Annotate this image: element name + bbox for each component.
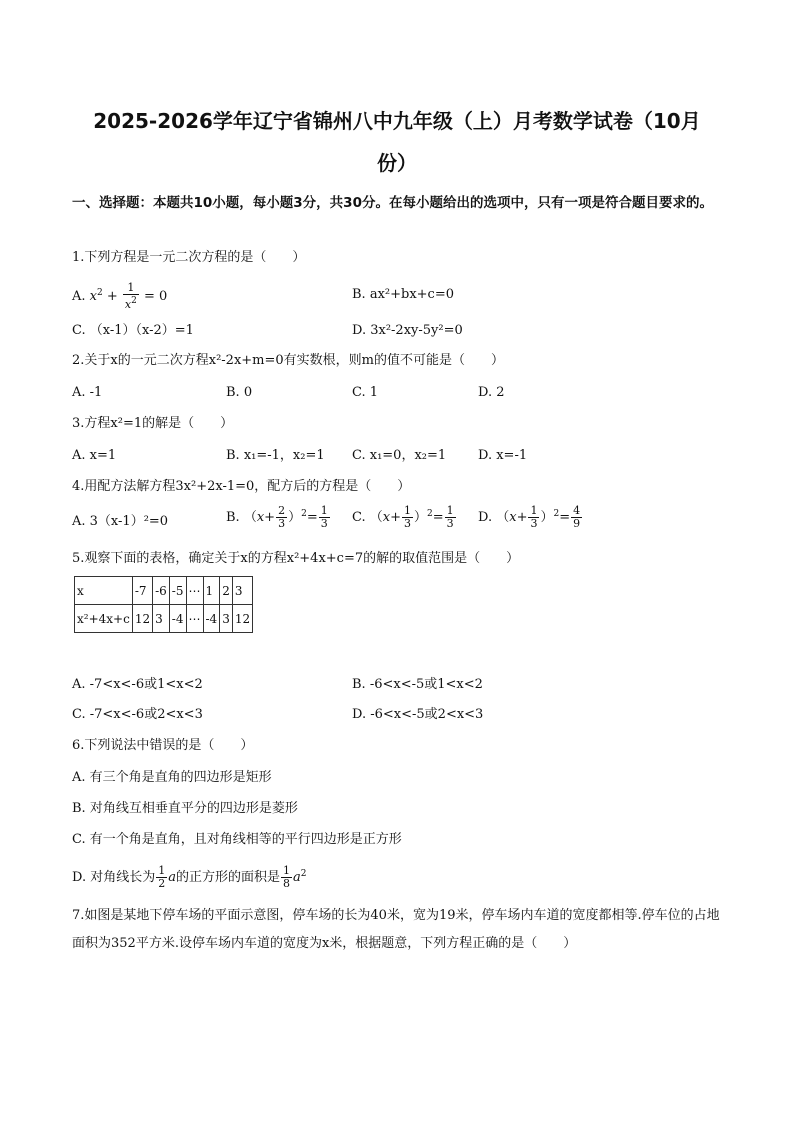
question-3-option-c: C. x₁=0，x₂=1 (352, 448, 447, 463)
exam-title (60, 100, 734, 184)
table-cell: x²+4x+c (75, 605, 133, 633)
question-1-stem: 1.下列方程是一元二次方程的是（ ） (72, 250, 306, 265)
question-3-stem: 3.方程x²=1的解是（ ） (72, 416, 234, 431)
option-a-label: A. (72, 289, 86, 304)
table-row (75, 577, 253, 605)
table-cell: 12 (232, 605, 252, 633)
option-d-text-1: D. 对角线长为 (72, 870, 156, 885)
question-5-option-c: C. -7<x<-6或2<x<3 (72, 707, 203, 722)
question-2-stem: 2.关于x的一元二次方程x²-2x+m=0有实数根，则m的值不可能是（ ） (72, 353, 504, 368)
question-2-option-c: C. 1 (352, 385, 379, 400)
table-cell: -6 (153, 577, 170, 605)
option-a-formula: $x^2$ + $\frac{1}{x^2}$ = 0 (89, 281, 168, 311)
question-4-option-b: B. （x+ $\frac{2}{3}$ ）$^2$= $\frac{1}{3}$ (226, 504, 328, 530)
table-cell: x (75, 577, 133, 605)
table-cell: 3 (220, 605, 233, 633)
table-cell: -7 (132, 577, 152, 605)
title-line-2: 份） (377, 151, 417, 175)
question-1-option-a (72, 282, 167, 311)
question-3-option-b: B. x₁=-1，x₂=1 (226, 448, 325, 463)
table-row (75, 605, 253, 633)
table-cell: -5 (169, 577, 186, 605)
question-2-option-a: A. -1 (72, 385, 103, 400)
question-4-option-d: D. （x+ $\frac{1}{3}$ ）$^2$= $\frac{4}{9}$ (478, 504, 581, 530)
question-2-option-b: B. 0 (226, 385, 253, 400)
question-4-option-c: C. （x+ $\frac{1}{3}$ ）$^2$= $\frac{1}{3}$ (352, 504, 454, 530)
question-4-option-a: A. 3（x-1）²=0 (72, 514, 169, 529)
table-cell: 2 (220, 577, 233, 605)
question-4-stem: 4.用配方法解方程3x²+2x-1=0，配方后的方程是（ ） (72, 479, 411, 494)
question-3-option-d: D. x=-1 (478, 448, 528, 463)
table-cell: ⋯ (186, 605, 203, 633)
table-cell: 1 (203, 577, 220, 605)
table-cell: -4 (169, 605, 186, 633)
title-line-1: 2025-2026学年辽宁省锦州八中九年级（上）月考数学试卷（10月 (93, 109, 701, 133)
question-5-option-a: A. -7<x<-6或1<x<2 (72, 677, 203, 692)
question-1-option-c: C. （x-1）（x-2）=1 (72, 323, 194, 338)
option-d-text-2: 的正方形的面积是 (176, 870, 281, 885)
question-6-option-d: D. 对角线长为 $\frac{1}{2}$ a的正方形的面积是 $\frac{1}{8}$ $a^2$ (72, 864, 307, 890)
table-cell: 12 (132, 605, 152, 633)
table-cell: 3 (232, 577, 252, 605)
table-cell: 3 (153, 605, 170, 633)
question-6-stem: 6.下列说法中错误的是（ ） (72, 738, 254, 753)
question-6-option-b: B. 对角线互相垂直平分的四边形是菱形 (72, 801, 298, 816)
question-5-option-d: D. -6<x<-5或2<x<3 (352, 707, 484, 722)
question-2-option-d: D. 2 (478, 385, 505, 400)
question-1-option-b: B. ax²+bx+c=0 (352, 287, 454, 302)
table-cell: ⋯ (186, 577, 203, 605)
table-cell: -4 (203, 605, 220, 633)
question-3-option-a: A. x=1 (72, 448, 117, 463)
section-heading: 一、选择题：本题共10小题，每小题3分，共30分。在每小题给出的选项中，只有一项是符合题目要求的。 (72, 195, 713, 211)
question-6-option-a: A. 有三个角是直角的四边形是矩形 (72, 770, 272, 785)
question-5-option-b: B. -6<x<-5或1<x<2 (352, 677, 483, 692)
question-5-table (74, 576, 253, 633)
question-1-option-d: D. 3x²-2xy-5y²=0 (352, 323, 463, 338)
question-5-stem: 5.观察下面的表格，确定关于x的方程x²+4x+c=7的解的取值范围是（ ） (72, 551, 520, 566)
question-6-option-c: C. 有一个角是直角，且对角线相等的平行四边形是正方形 (72, 832, 402, 847)
question-7-stem: 7.如图是某地下停车场的平面示意图，停车场的长为40米，宽为19米，停车场内车道的宽度都相等.停车位的占地面积为352平方米.设停车场内车道的宽度为x米，根据题意，下列方程正确的是（ ） (72, 908, 720, 951)
